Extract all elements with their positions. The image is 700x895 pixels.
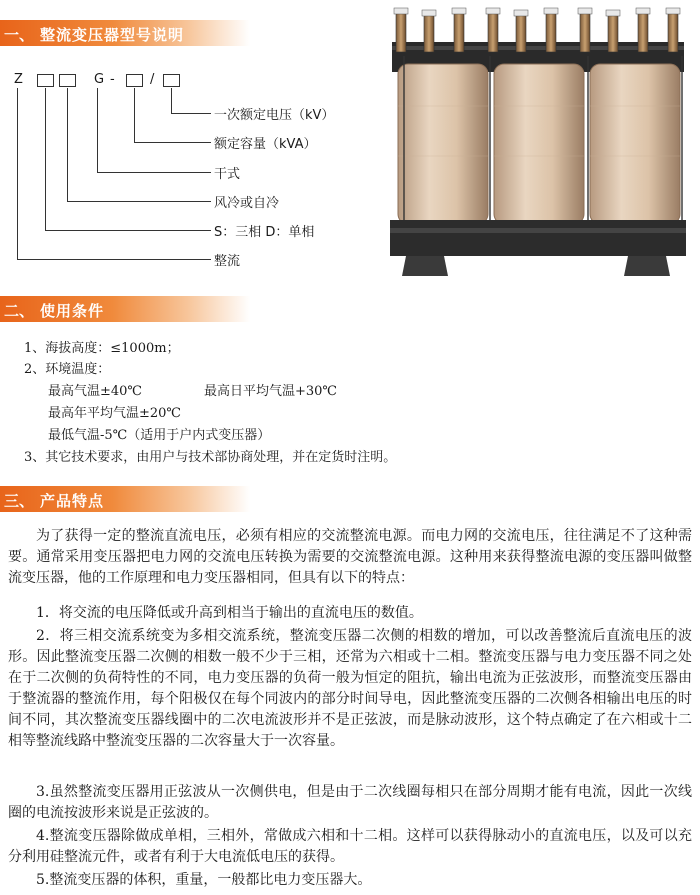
legend-primary-voltage: 一次额定电压（kV） xyxy=(214,108,335,123)
leader-h-6 xyxy=(17,259,211,260)
section-title: 整流变压器型号说明 xyxy=(40,26,185,44)
leader-v-6 xyxy=(17,88,18,259)
leader-v-5 xyxy=(45,88,46,230)
section-title: 使用条件 xyxy=(40,302,105,320)
model-slash: / xyxy=(150,72,155,87)
condition-max-daily-avg: 最高日平均气温+30℃ xyxy=(204,384,337,399)
paragraph-feature-2: 2．将三相交流系统变为多相交流系统，整流变压器二次侧的相数的增加，可以改善整流后直流电压的波形。因此整流变压器二次侧的相数一般不少于三相，还常为六相或十二相。整流变压器与电力变压器不同之处在于二次侧的负荷特性的不同，电力变压器的负荷一般为恒定的阻抗，输出电流为正弦波形，而整流变压器由于整流器的整流作用，每个阳极仅在每个同波内的部分时间导电，因此整流变压器的二次侧各相输出电压的时间不同，其次整流变压器线圈中的二次电流波形并不是正弦波，而是脉动波形，这个特点确定了在六相或十二相等整流线路中整流变压器的二次容量大于一次容量。 xyxy=(8,628,692,749)
section-header-model xyxy=(0,20,250,46)
section-number: 三、 xyxy=(4,492,35,510)
section-header-conditions xyxy=(0,296,250,322)
model-box-1 xyxy=(37,74,54,87)
leader-h-5 xyxy=(45,230,211,231)
model-box-2 xyxy=(59,74,76,87)
leader-v-1 xyxy=(171,88,172,113)
model-dash: - xyxy=(110,72,115,87)
condition-temperature: 2、环境温度： xyxy=(24,362,111,377)
condition-max-temp: 最高气温±40℃ xyxy=(48,384,142,399)
leader-v-2 xyxy=(134,88,135,142)
paragraph-feature-1: 1．将交流的电压降低或升高到相当于输出的直流电压的数值。 xyxy=(36,605,423,621)
legend-rectifier: 整流 xyxy=(214,254,241,269)
condition-other: 3、其它技术要求，由用户与技术部协商处理，并在定货时注明。 xyxy=(24,450,397,465)
section-number: 一、 xyxy=(4,26,35,44)
leader-h-2 xyxy=(134,142,211,143)
condition-min-temp: 最低气温-5℃（适用于户内式变压器） xyxy=(48,428,271,443)
leader-v-4 xyxy=(67,88,68,201)
legend-cooling: 风冷或自冷 xyxy=(214,196,280,211)
leader-h-3 xyxy=(97,172,211,173)
condition-altitude: 1、海拔高度：≤1000m； xyxy=(24,341,180,356)
section-number: 二、 xyxy=(4,302,35,320)
model-prefix: Z xyxy=(14,72,23,87)
legend-dry-type: 干式 xyxy=(214,167,241,182)
section-title: 产品特点 xyxy=(40,492,105,510)
paragraph-feature-4: 4.整流变压器除做成单相，三相外，常做成六相和十二相。这样可以获得脉动小的直流电压，以及可以充分利用硅整流元件，或者有利于大电流低电压的获得。 xyxy=(8,828,692,865)
model-box-3 xyxy=(126,74,143,87)
paragraph-feature-5: 5.整流变压器的体积，重量，一般都比电力变压器大。 xyxy=(36,872,372,888)
model-middle: G xyxy=(94,72,105,87)
transformer-image xyxy=(384,6,692,280)
leader-h-1 xyxy=(171,113,211,114)
paragraph-feature-3: 3.虽然整流变压器用正弦波从一次侧供电，但是由于二次线圈每相只在部分周期才能有电流，因此一次线圈的电流按波形来说是正弦波的。 xyxy=(8,784,692,821)
leader-v-3 xyxy=(97,88,98,172)
model-box-4 xyxy=(163,74,180,87)
section-header-features xyxy=(0,486,250,512)
condition-max-yearly-avg: 最高年平均气温±20℃ xyxy=(48,406,181,421)
paragraph-intro: 为了获得一定的整流直流电压，必须有相应的交流整流电源。而电力网的交流电压，往往满足不了这种需要。通常采用变压器把电力网的交流电压转换为需要的交流整流电源。这种用来获得整流电源的变压器叫做整流变压器，他的工作原理和电力变压器相同，但具有以下的特点： xyxy=(8,528,692,586)
leader-h-4 xyxy=(67,201,211,202)
legend-phases: S：三相 D：单相 xyxy=(214,225,315,240)
legend-rated-capacity: 额定容量（kVA） xyxy=(214,137,317,152)
